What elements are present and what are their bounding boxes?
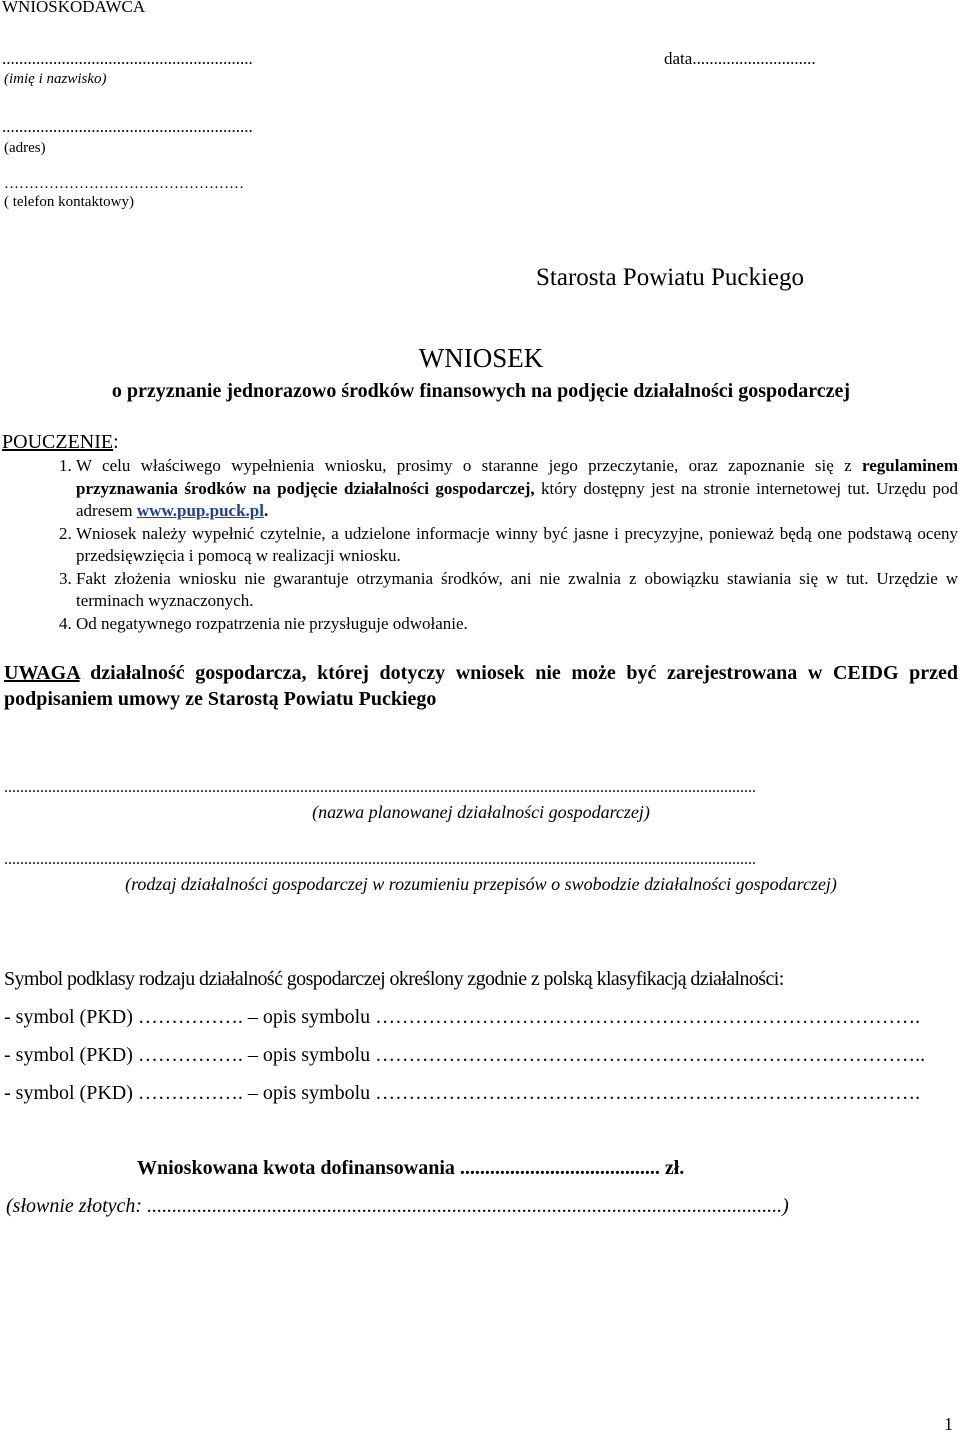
notice-label: UWAGA <box>4 662 80 684</box>
pkd-heading: Symbol podklasy rodzaju działalność gospodarczej określony zgodnie z polską klasyfikacją działalności: <box>4 968 784 990</box>
applicant-label: WNIOSKODAWCA <box>2 0 146 16</box>
applicant-phone-field[interactable]: ………………………………………… <box>4 176 244 192</box>
pkd-row[interactable]: - symbol (PKD) ……………. – opis symbolu ………………………………………………………………………. <box>4 1006 921 1028</box>
instructions-heading <box>2 430 119 454</box>
instruction-item-2: 2. Wniosek należy wypełnić czytelnie, a udzielone informacje winny być jasne i precyzyjne, ponieważ będą one podstawą oceny przedsięwzięcia i pomocą w realizacji wniosku. <box>76 523 958 568</box>
instruction-item-3: 3. Fakt złożenia wniosku nie gwarantuje otrzymania środków, ani nie zwalnia z obowiązku stawiania się w tut. Urzędzie w terminach wyznaczonych. <box>76 568 958 613</box>
website-link[interactable]: www.pup.puck.pl <box>136 501 264 520</box>
business-type-caption: (rodzaj działalności gospodarczej w rozumieniu przepisów o swobodzie działalności gospodarczej) <box>125 874 837 894</box>
document-title: WNIOSEK <box>418 343 544 373</box>
pkd-row[interactable]: - symbol (PKD) ……………. – opis symbolu ……………………………………………………………………….. <box>4 1044 926 1066</box>
instructions-list <box>0 455 958 635</box>
applicant-phone-caption: ( telefon kontaktowy) <box>4 194 134 210</box>
amount-in-words-field[interactable]: (słownie złotych: ...............................................................................................................................) <box>6 1195 789 1217</box>
instruction-item-1: 1. W celu właściwego wypełnienia wniosku, prosimy o staranne jego przeczytanie, oraz zapoznanie się z regulaminem przyznawania środków na podjęcie działalności gospodarczej, który dostępny jest na stronie internetowej tut. Urzędu pod adresem www.pup.puck.pl. <box>76 455 958 523</box>
page-number: 1 <box>944 1414 953 1434</box>
notice-text: działalność gospodarcza, której dotyczy wniosek nie może być zarejestrowana w CEIDG przed podpisaniem umowy ze Starostą Powiatu Puckiego <box>4 662 958 710</box>
instructions-heading-word: POUCZENIE <box>2 431 114 453</box>
ceidg-notice <box>4 661 958 712</box>
applicant-name-field[interactable]: ........................................................... <box>2 49 253 68</box>
business-name-field[interactable]: ............................................................................................................................................................................................ <box>4 779 756 796</box>
applicant-name-caption: (imię i nazwisko) <box>4 71 107 87</box>
requested-amount-field[interactable]: Wnioskowana kwota dofinansowania ........................................ zł. <box>137 1157 685 1179</box>
regulations-reference: regulaminem przyznawania środków na podjęcie działalności gospodarczej, <box>76 456 958 498</box>
applicant-address-field[interactable]: ........................................................... <box>2 117 253 136</box>
pkd-row[interactable]: - symbol (PKD) ……………. – opis symbolu ………………………………………………………………………. <box>4 1082 921 1104</box>
business-type-field[interactable]: ............................................................................................................................................................................................ <box>4 851 756 868</box>
recipient: Starosta Powiatu Puckiego <box>536 264 805 291</box>
instruction-item-4: 4. Od negatywnego rozpatrzenia nie przysługuje odwołanie. <box>76 613 958 636</box>
business-name-caption: (nazwa planowanej działalności gospodarczej) <box>312 802 650 822</box>
instructions-heading-colon: : <box>113 431 119 453</box>
applicant-address-caption: (adres) <box>4 140 46 156</box>
document-subtitle: o przyznanie jednorazowo środków finansowych na podjęcie działalności gospodarczej <box>111 380 851 402</box>
date-field[interactable]: data............................. <box>664 49 816 68</box>
